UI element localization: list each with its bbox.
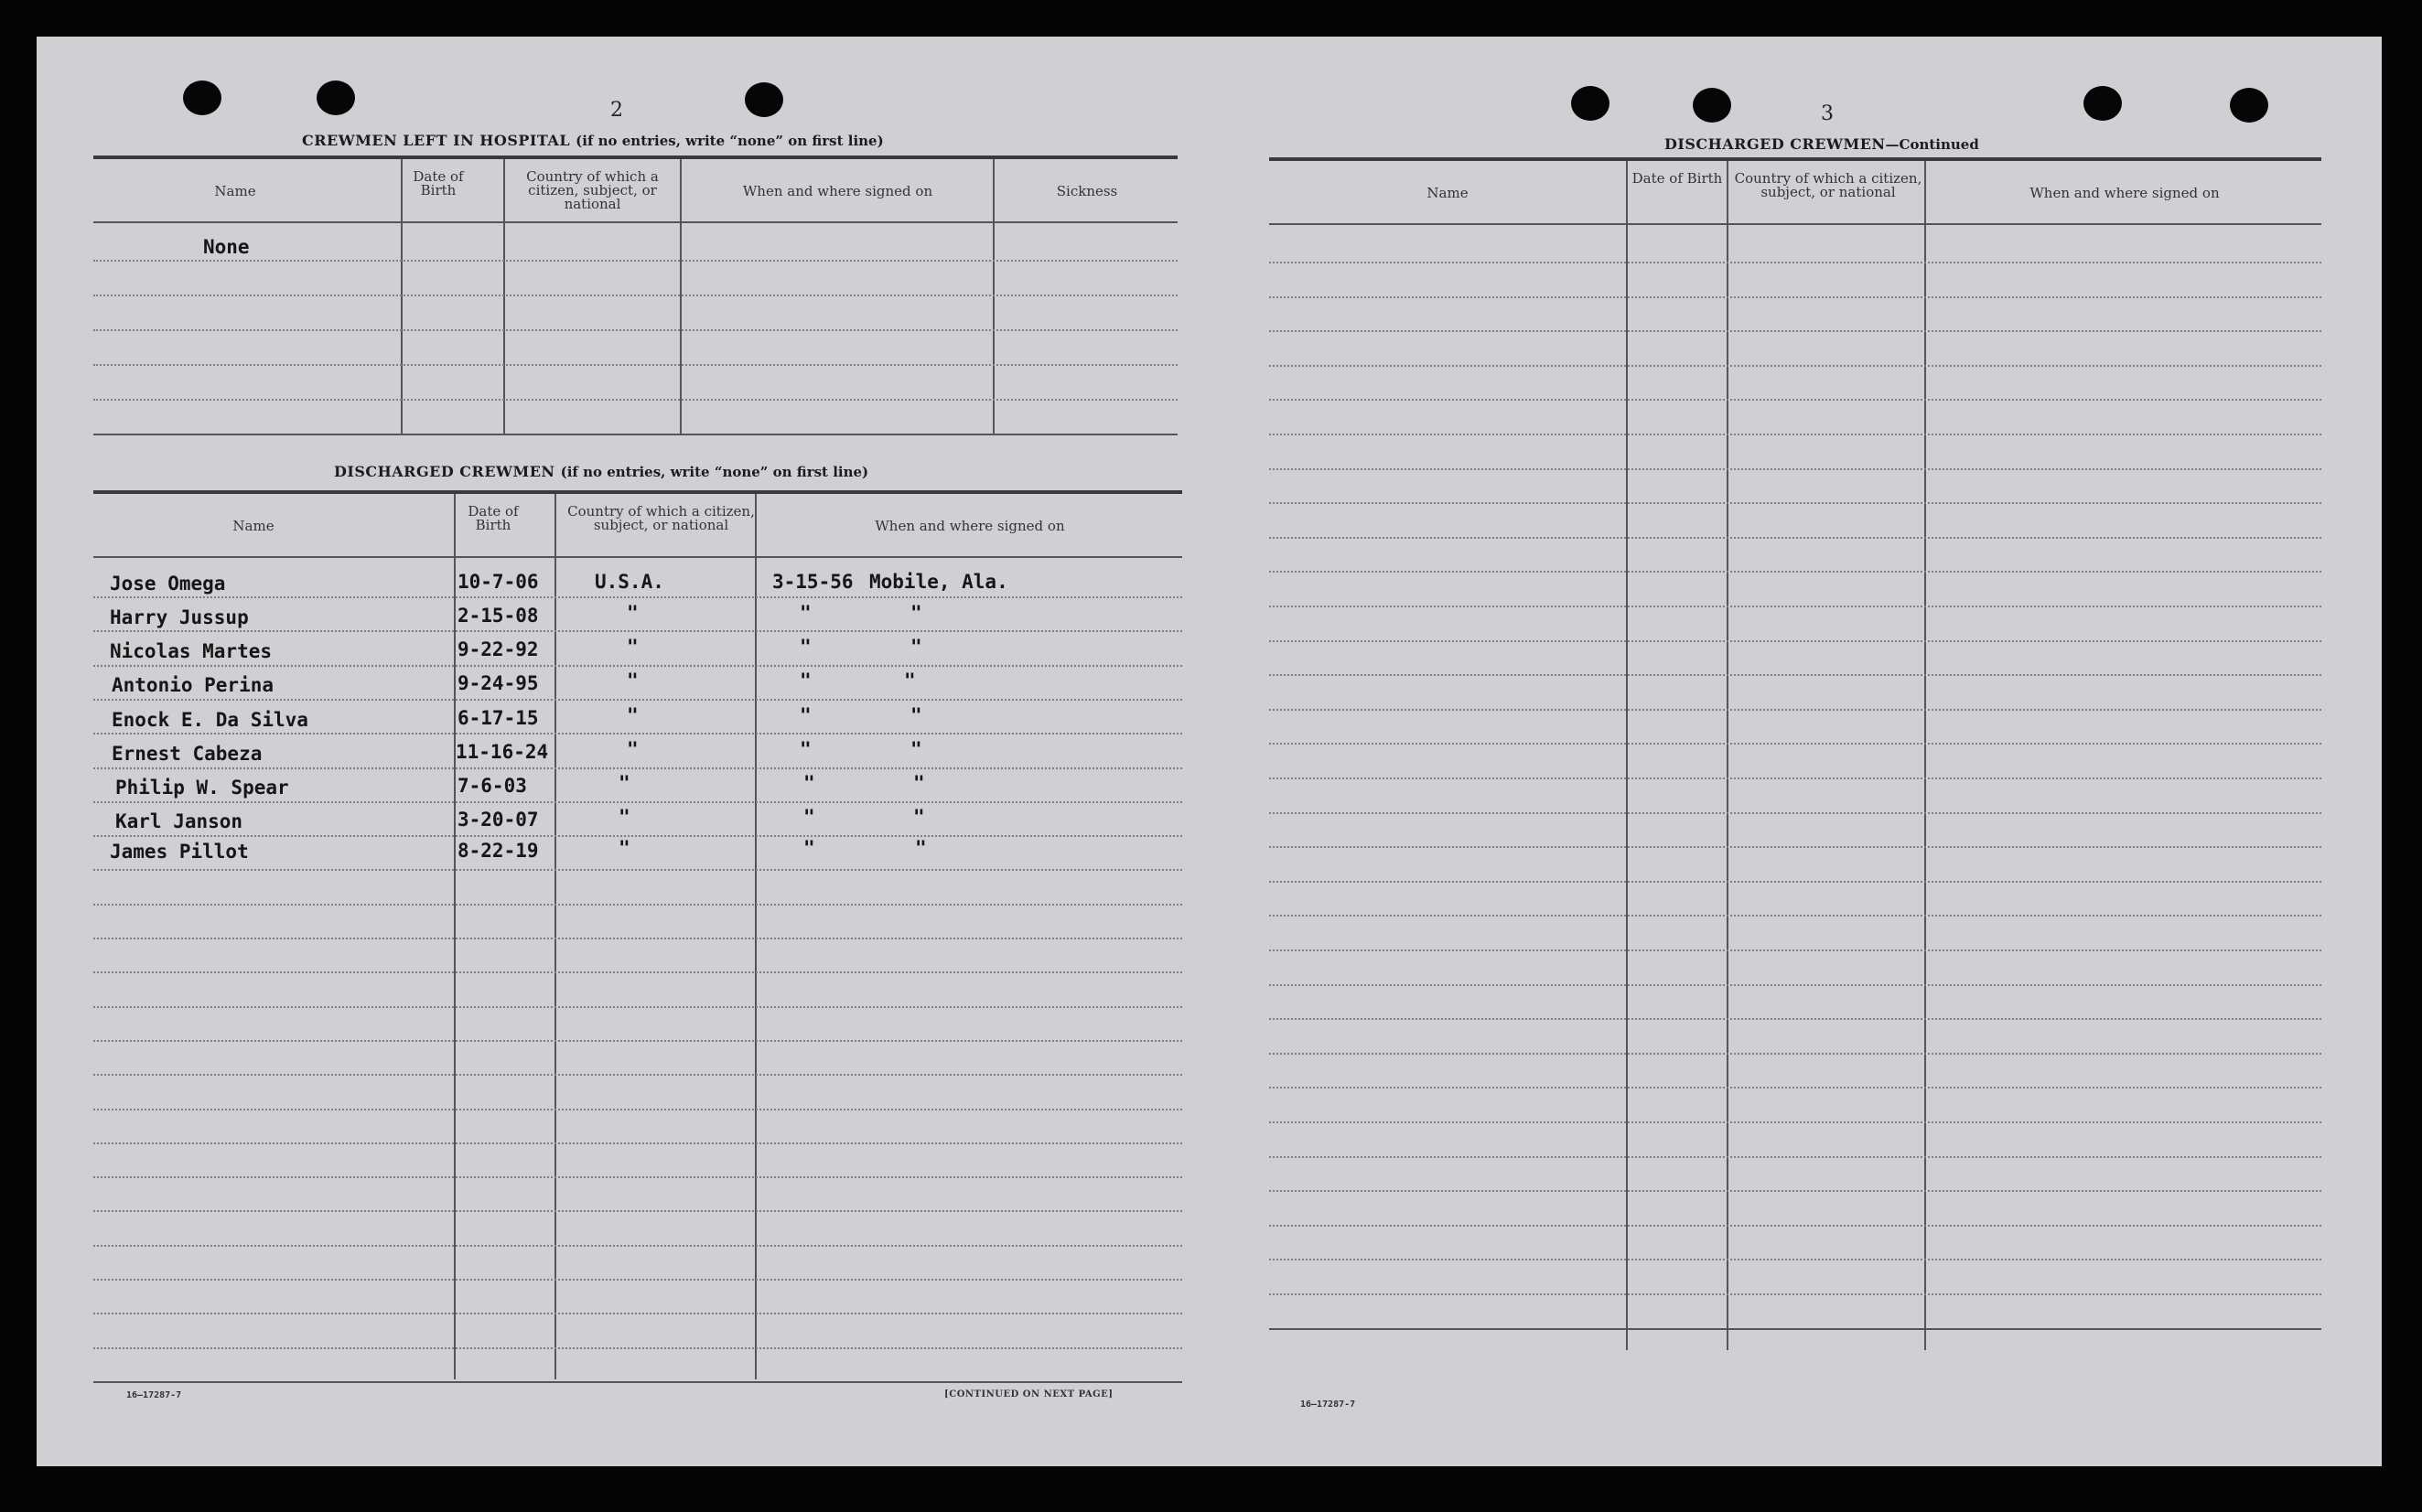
column-divider — [680, 159, 682, 434]
crew-signed-date: " — [800, 738, 812, 760]
ruled-line — [1269, 640, 2321, 642]
ruled-line — [93, 767, 1182, 769]
column-header-country: Country of which a citizen, subject, or national — [526, 168, 659, 212]
hospital-section-title: CREWMEN LEFT IN HOSPITAL (if no entries, write “none” on first line) — [302, 132, 884, 149]
ruled-line — [93, 1074, 1182, 1076]
column-divider — [503, 159, 505, 434]
crew-signed-date: " — [803, 772, 815, 794]
table-bottom-rule — [93, 434, 1178, 435]
ruled-line — [1269, 1087, 2321, 1088]
manifest-sheet — [37, 37, 2382, 1466]
punch-hole — [2083, 86, 2122, 121]
crew-signed-place: " — [910, 738, 922, 760]
column-divider — [554, 494, 556, 1379]
ruled-line — [1269, 709, 2321, 711]
ruled-line — [1269, 846, 2321, 848]
column-header-country: Country of which a citizen, subject, or national — [1734, 170, 1922, 200]
column-header-name: Name — [232, 518, 274, 534]
crew-name: Karl Janson — [115, 810, 243, 832]
page-number: 3 — [1821, 102, 1834, 125]
ruled-line — [1269, 777, 2321, 779]
crew-dob: 8-22-19 — [457, 840, 539, 862]
table-top-rule — [93, 155, 1178, 159]
column-header-name: Name — [1426, 185, 1469, 201]
ruled-line — [1269, 296, 2321, 298]
ruled-line — [93, 869, 1182, 871]
crew-country: " — [619, 837, 630, 859]
form-number: 16—17287-7 — [126, 1390, 182, 1400]
crew-name: Ernest Cabeza — [112, 743, 263, 765]
discharged-section-title: DISCHARGED CREWMEN (if no entries, write “none” on first line) — [334, 463, 869, 480]
ruled-line — [93, 733, 1182, 735]
crew-dob: 10-7-06 — [457, 571, 539, 593]
crew-name: Harry Jussup — [110, 606, 249, 628]
crew-name: Philip W. Spear — [115, 777, 289, 799]
table-bottom-rule — [1269, 1328, 2321, 1330]
ruled-line — [1269, 1156, 2321, 1158]
punch-hole — [1571, 86, 1609, 121]
crew-signed-place: " — [913, 806, 925, 828]
column-header-sickness: Sickness — [1056, 183, 1118, 199]
ruled-line — [93, 260, 1178, 262]
punch-hole — [183, 80, 221, 115]
ruled-line — [1269, 262, 2321, 263]
ruled-line — [93, 630, 1182, 632]
ruled-line — [93, 1245, 1182, 1247]
ruled-line — [93, 904, 1182, 906]
crew-dob: 11-16-24 — [456, 741, 549, 763]
crew-dob: 3-20-07 — [457, 809, 539, 831]
table-header-rule — [1269, 223, 2321, 225]
column-header-signed-on: When and where signed on — [875, 518, 1065, 534]
crew-signed-date: " — [800, 704, 812, 726]
table-header-rule — [93, 556, 1182, 558]
ruled-line — [93, 938, 1182, 939]
crew-dob: 9-24-95 — [457, 672, 539, 694]
crew-signed-date: " — [803, 806, 815, 828]
crew-signed-place: " — [910, 602, 922, 624]
ruled-line — [93, 1347, 1182, 1349]
crew-signed-date: " — [800, 602, 812, 624]
ruled-line — [93, 1040, 1182, 1042]
crew-country: " — [619, 806, 630, 828]
crew-name: Enock E. Da Silva — [112, 709, 308, 731]
ruled-line — [1269, 812, 2321, 814]
ruled-line — [93, 1109, 1182, 1110]
ruled-line — [93, 699, 1182, 701]
ruled-line — [1269, 330, 2321, 332]
crew-dob: 9-22-92 — [457, 638, 539, 660]
crew-signed-place: " — [910, 704, 922, 726]
ruled-line — [93, 1006, 1182, 1008]
ruled-line — [93, 1142, 1182, 1144]
column-divider — [401, 159, 403, 434]
ruled-line — [93, 1279, 1182, 1281]
ruled-line — [1269, 434, 2321, 435]
ruled-line — [93, 801, 1182, 803]
crew-signed-date: " — [803, 837, 815, 859]
punch-hole — [745, 82, 783, 117]
ruled-line — [93, 971, 1182, 973]
column-header-dob: Date of Birth — [413, 168, 464, 198]
page-number: 2 — [610, 99, 623, 122]
crew-signed-place: " — [904, 670, 916, 692]
hospital-first-entry: None — [203, 236, 250, 258]
column-divider — [454, 494, 456, 1379]
ruled-line — [1269, 984, 2321, 986]
column-divider — [993, 159, 995, 434]
crew-name: James Pillot — [110, 841, 249, 863]
ruled-line — [1269, 1293, 2321, 1295]
column-divider — [1924, 161, 1926, 1350]
crew-dob: 6-17-15 — [457, 707, 539, 729]
ruled-line — [93, 665, 1182, 667]
crew-country: " — [627, 704, 639, 726]
table-bottom-rule — [93, 1381, 1182, 1383]
ruled-line — [1269, 571, 2321, 573]
ruled-line — [1269, 1053, 2321, 1055]
ruled-line — [93, 295, 1178, 296]
punch-hole — [1693, 88, 1731, 123]
crew-signed-date: " — [800, 670, 812, 692]
ruled-line — [1269, 1259, 2321, 1260]
punch-hole — [2230, 88, 2268, 123]
ruled-line — [1269, 468, 2321, 470]
crew-name: Nicolas Martes — [110, 640, 273, 662]
crew-dob: 7-6-03 — [457, 775, 527, 797]
left-page — [37, 37, 1209, 1466]
table-top-rule — [1269, 157, 2321, 161]
column-header-name: Name — [214, 183, 256, 199]
crew-country: " — [627, 738, 639, 760]
ruled-line — [93, 399, 1178, 401]
ruled-line — [93, 1313, 1182, 1314]
ruled-line — [1269, 881, 2321, 883]
column-header-dob: Date of Birth — [1631, 170, 1723, 187]
column-divider — [755, 494, 757, 1379]
ruled-line — [93, 1176, 1182, 1178]
column-divider — [1626, 161, 1628, 1350]
ruled-line — [1269, 949, 2321, 951]
continued-note: [CONTINUED ON NEXT PAGE] — [944, 1389, 1114, 1399]
ruled-line — [1269, 1018, 2321, 1020]
crew-name: Antonio Perina — [112, 674, 274, 696]
ruled-line — [1269, 1190, 2321, 1192]
ruled-line — [1269, 674, 2321, 676]
crew-signed-place: " — [915, 837, 927, 859]
table-header-rule — [93, 221, 1178, 223]
table-top-rule — [93, 490, 1182, 494]
ruled-line — [1269, 915, 2321, 917]
right-page — [1209, 37, 2382, 1466]
crew-signed-date: 3-15-56 — [772, 571, 854, 593]
column-divider — [1727, 161, 1728, 1350]
column-header-dob: Date of Birth — [468, 503, 519, 533]
ruled-line — [1269, 399, 2321, 401]
ruled-line — [1269, 1121, 2321, 1123]
crew-signed-date: " — [800, 636, 812, 658]
punch-hole — [317, 80, 355, 115]
ruled-line — [93, 596, 1182, 598]
crew-country: " — [627, 670, 639, 692]
crew-signed-place: " — [910, 636, 922, 658]
crew-signed-place: Mobile, Ala. — [869, 571, 1008, 593]
crew-dob: 2-15-08 — [457, 605, 539, 627]
form-number: 16—17287-7 — [1300, 1399, 1356, 1410]
ruled-line — [1269, 1225, 2321, 1227]
crew-country: " — [627, 602, 639, 624]
column-header-signed-on: When and where signed on — [742, 183, 933, 199]
discharged-continued-title: DISCHARGED CREWMEN—Continued — [1664, 135, 1979, 153]
ruled-line — [93, 835, 1182, 837]
ruled-line — [1269, 606, 2321, 607]
column-header-signed-on: When and where signed on — [2029, 185, 2220, 201]
crew-country: " — [619, 772, 630, 794]
crew-country: U.S.A. — [595, 571, 664, 593]
ruled-line — [1269, 365, 2321, 367]
column-header-country: Country of which a citizen, subject, or national — [567, 503, 755, 533]
ruled-line — [93, 364, 1178, 366]
ruled-line — [1269, 743, 2321, 745]
ruled-line — [1269, 502, 2321, 504]
crew-country: " — [627, 636, 639, 658]
ruled-line — [1269, 537, 2321, 539]
crew-name: Jose Omega — [110, 573, 226, 595]
ruled-line — [93, 1210, 1182, 1212]
ruled-line — [93, 329, 1178, 331]
crew-signed-place: " — [913, 772, 925, 794]
